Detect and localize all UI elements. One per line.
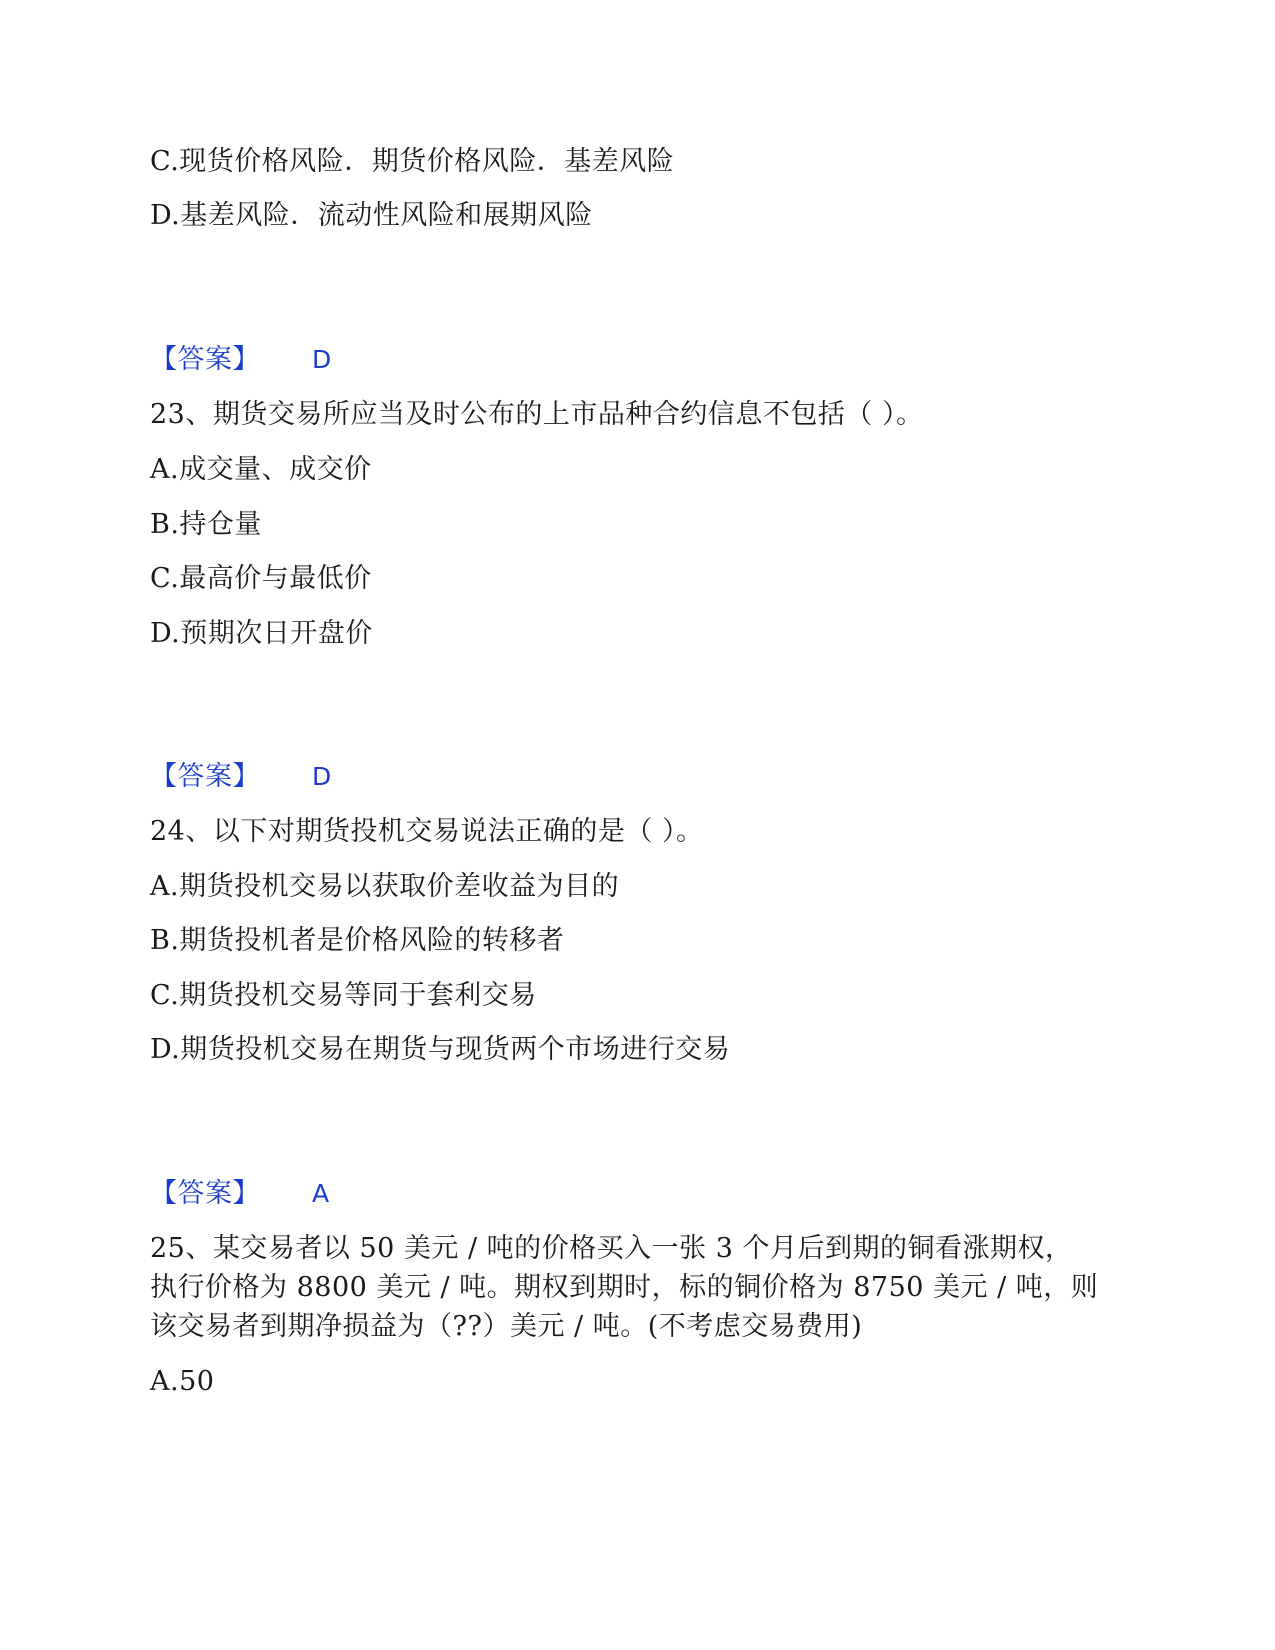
q23-option-c: C.最高价与最低价: [150, 563, 372, 594]
answer-value: D: [312, 345, 332, 374]
q24-option-c: C.期货投机交易等同于套利交易: [150, 980, 537, 1011]
q24-option-b: B.期货投机者是价格风险的转移者: [150, 925, 565, 956]
q24-option-a: A.期货投机交易以获取价差收益为目的: [150, 871, 620, 902]
q23-option-b: B.持仓量: [150, 509, 262, 540]
q22-option-c: C.现货价格风险．期货价格风险．基差风险: [150, 146, 675, 177]
q23-stem: 23、期货交易所应当及时公布的上市品种合约信息不包括（ ）。: [150, 399, 924, 430]
q23-answer: [150, 757, 332, 797]
q25-stem-line-1: 25、某交易者以 50 美元 / 吨的价格买入一张 3 个月后到期的铜看涨期权，: [150, 1233, 1073, 1264]
q25-stem-line-3: 该交易者到期净损益为（??）美元 / 吨。(不考虑交易费用): [150, 1311, 863, 1342]
answer-label: 【答案】: [150, 344, 260, 375]
q24-option-d: D.期货投机交易在期货与现货两个市场进行交易: [150, 1034, 731, 1065]
q24-stem: 24、以下对期货投机交易说法正确的是（ ）。: [150, 816, 704, 847]
q22-option-d: D.基差风险．流动性风险和展期风险: [150, 200, 593, 231]
q23-option-a: A.成交量、成交价: [150, 454, 372, 485]
answer-value: D: [312, 762, 332, 791]
answer-value: A: [312, 1179, 330, 1208]
q24-answer: [150, 1174, 330, 1214]
answer-label: 【答案】: [150, 1178, 260, 1209]
q23-option-d: D.预期次日开盘价: [150, 618, 373, 649]
q22-answer: [150, 340, 332, 380]
answer-label: 【答案】: [150, 761, 260, 792]
q25-option-a: A.50: [150, 1366, 215, 1397]
q25-stem-line-2: 执行价格为 8800 美元 / 吨。期权到期时，标的铜价格为 8750 美元 / 吨，则: [150, 1272, 1099, 1303]
